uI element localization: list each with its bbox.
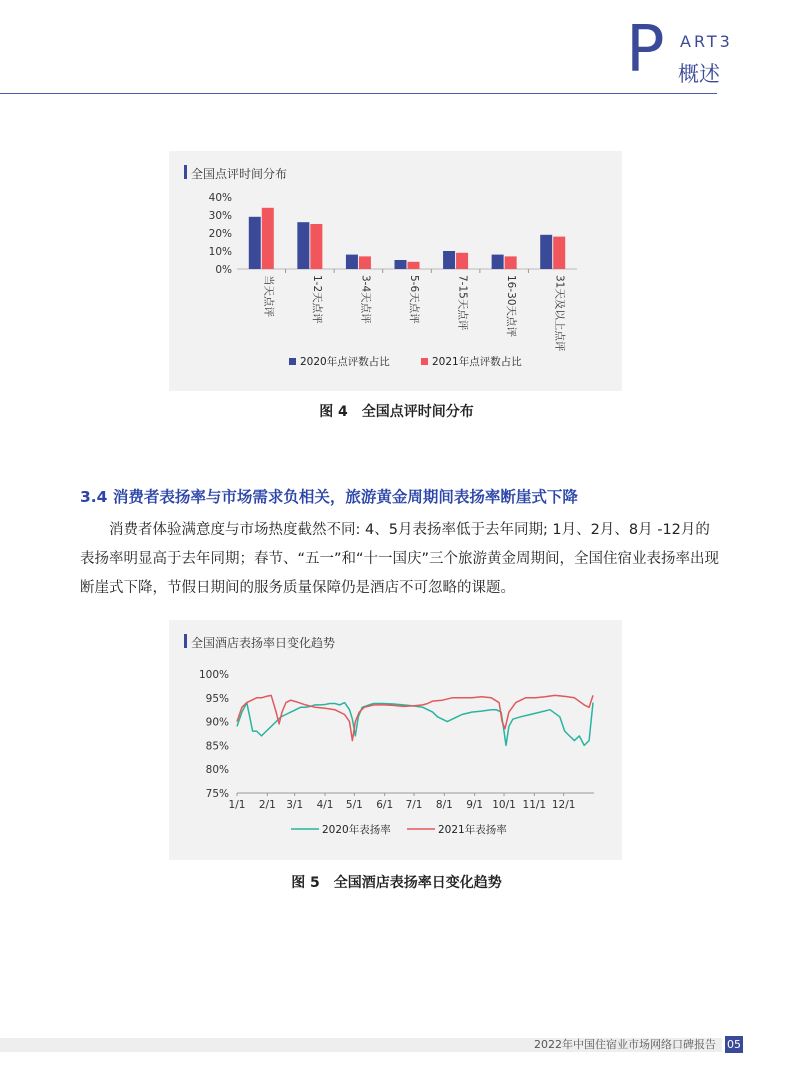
- bar-2021: [262, 208, 274, 269]
- figure5-panel-title: 全国酒店表扬率日变化趋势: [191, 636, 336, 650]
- y-tick-label: 90%: [205, 716, 229, 729]
- series-line-2021: [237, 695, 593, 740]
- x-tick-label: 12/1: [551, 799, 576, 811]
- bar-chart: [169, 151, 622, 391]
- header-divider: [0, 93, 717, 94]
- y-tick-label: 30%: [208, 210, 232, 222]
- legend-swatch: [421, 358, 428, 365]
- y-tick-label: 20%: [208, 228, 232, 240]
- figure4-panel-title: 全国点评时间分布: [191, 167, 288, 181]
- bar-2021: [505, 256, 517, 269]
- legend-label: 2021年表扬率: [438, 824, 507, 836]
- y-tick-label: 85%: [205, 740, 229, 753]
- legend-label: 2020年表扬率: [322, 824, 391, 836]
- section-heading: 3.4 消费者表扬率与市场需求负相关，旅游黄金周期间表扬率断崖式下降: [80, 488, 578, 506]
- x-tick-label: 1-2天点评: [310, 275, 323, 324]
- y-tick-label: 80%: [205, 764, 229, 777]
- bar-2020: [492, 255, 504, 269]
- bar-2020: [395, 260, 407, 269]
- x-tick-label: 当天点评: [262, 275, 275, 317]
- figure4-panel: [169, 151, 622, 391]
- bar-2021: [408, 262, 420, 269]
- x-tick-label: 2/1: [258, 799, 276, 811]
- footer-report-title: 2022年中国住宿业市场网络口碑报告: [534, 1038, 716, 1051]
- figure5-panel: [169, 620, 622, 860]
- bar-2020: [249, 217, 261, 269]
- figure5-caption: 图 5 全国酒店表扬率日变化趋势: [291, 875, 502, 891]
- x-tick-label: 16-30天点评: [505, 275, 518, 338]
- x-tick-label: 10/1: [492, 799, 516, 811]
- part-big-letter: P: [626, 13, 665, 87]
- y-tick-label: 0%: [215, 264, 232, 276]
- x-tick-label: 31天及以上点评: [553, 275, 566, 352]
- x-tick-label: 5/1: [345, 799, 363, 811]
- x-tick-label: 7/1: [405, 799, 423, 811]
- x-tick-label: 4/1: [316, 799, 334, 811]
- bar-2020: [540, 235, 552, 269]
- figure4-caption: 图 4 全国点评时间分布: [319, 404, 474, 420]
- x-tick-label: 1/1: [228, 799, 246, 811]
- y-tick-label: 40%: [208, 192, 232, 204]
- legend-label: 2021年点评数占比: [432, 356, 522, 368]
- bar-2020: [297, 222, 309, 269]
- x-tick-label: 3/1: [286, 799, 304, 811]
- bar-2021: [310, 224, 322, 269]
- page-number: 05: [727, 1038, 741, 1051]
- bar-2021: [456, 253, 468, 269]
- x-tick-label: 7-15天点评: [456, 275, 469, 331]
- bar-2021: [553, 237, 565, 269]
- x-tick-label: 9/1: [466, 799, 484, 811]
- bar-2021: [359, 256, 371, 269]
- y-tick-label: 10%: [208, 246, 232, 258]
- y-tick-label: 100%: [198, 669, 229, 681]
- line-chart: [169, 620, 622, 860]
- x-tick-label: 8/1: [435, 799, 453, 811]
- x-tick-label: 5-6天点评: [408, 275, 420, 324]
- part-label: ART3: [680, 32, 733, 51]
- body-paragraph: 消费者体验满意度与市场热度截然不同: 4、5月表扬率低于去年同期; 1月、2月、8月 -12月的表扬率明显高于去年同期；春节、“五一”和“十一国庆”三个旅游黄金周期间，全国住宿业表扬率出现断崖式下降，节假日期间的服务质量保障仍是酒店不可忽略的课题。: [80, 522, 720, 596]
- x-tick-label: 6/1: [376, 799, 394, 811]
- legend-label: 2020年点评数占比: [300, 356, 390, 368]
- y-tick-label: 75%: [205, 788, 229, 800]
- part-title: 概述: [678, 62, 720, 86]
- y-tick-label: 95%: [205, 692, 229, 705]
- legend-swatch: [289, 358, 296, 365]
- bar-2020: [443, 251, 455, 269]
- x-tick-label: 3-4天点评: [359, 275, 372, 324]
- x-tick-label: 11/1: [522, 799, 547, 811]
- series-line-2020: [237, 703, 593, 746]
- bar-2020: [346, 255, 358, 269]
